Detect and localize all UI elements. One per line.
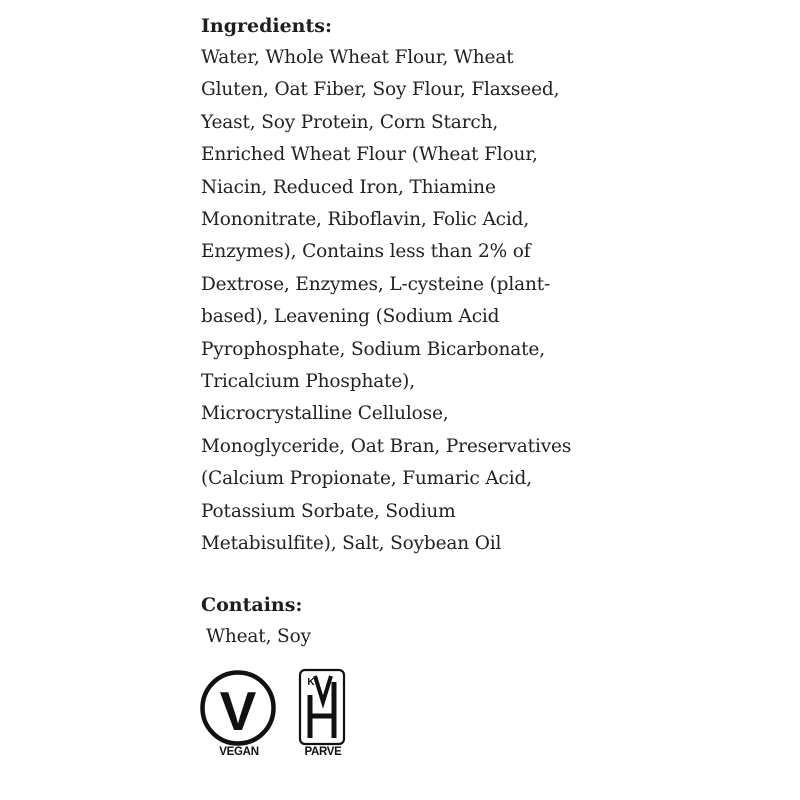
kosher-parve-icon [297, 668, 349, 746]
contains-heading: Contains: [201, 593, 303, 616]
ingredient-line: Potassium Sorbate, Sodium [201, 500, 456, 522]
kosher-letter: K [307, 677, 315, 688]
ingredient-line: Niacin, Reduced Iron, Thiamine [201, 176, 496, 198]
vegan-letter: V [219, 680, 257, 742]
vegan-label: VEGAN [219, 746, 259, 758]
ingredient-line: Monoglyceride, Oat Bran, Preservatives [201, 435, 572, 457]
certification-badges [199, 668, 399, 768]
ingredient-line: Yeast, Soy Protein, Corn Starch, [201, 111, 499, 133]
ingredient-line: Enzymes), Contains less than 2% of [201, 241, 531, 263]
parve-label: PARVE [304, 746, 342, 758]
ingredient-line: Microcrystalline Cellulose, [201, 403, 449, 425]
ingredient-line: Tricalcium Phosphate), [201, 371, 415, 393]
ingredients-list [201, 42, 621, 561]
ingredient-line: Dextrose, Enzymes, L-cysteine (plant- [201, 273, 551, 295]
ingredients-heading: Ingredients: [201, 15, 332, 37]
ingredient-line: (Calcium Propionate, Fumaric Acid, [201, 468, 532, 490]
ingredient-line: Metabisulfite), Salt, Soybean Oil [201, 533, 502, 555]
ingredient-line: Pyrophosphate, Sodium Bicarbonate, [201, 338, 545, 360]
vegan-v-icon [199, 668, 279, 746]
ingredient-line: Water, Whole Wheat Flour, Wheat [201, 47, 514, 68]
ingredients-panel [201, 10, 621, 653]
ingredient-line: Mononitrate, Riboflavin, Folic Acid, [201, 209, 530, 231]
kosher-parve-badge [297, 668, 349, 766]
vegan-badge [199, 668, 279, 766]
allergen-list: Wheat, Soy [206, 625, 311, 647]
ingredient-line: based), Leavening (Sodium Acid [201, 306, 500, 328]
allergen-section [201, 589, 621, 653]
ingredient-line: Gluten, Oat Fiber, Soy Flour, Flaxseed, [201, 79, 560, 101]
ingredient-line: Enriched Wheat Flour (Wheat Flour, [201, 144, 538, 166]
